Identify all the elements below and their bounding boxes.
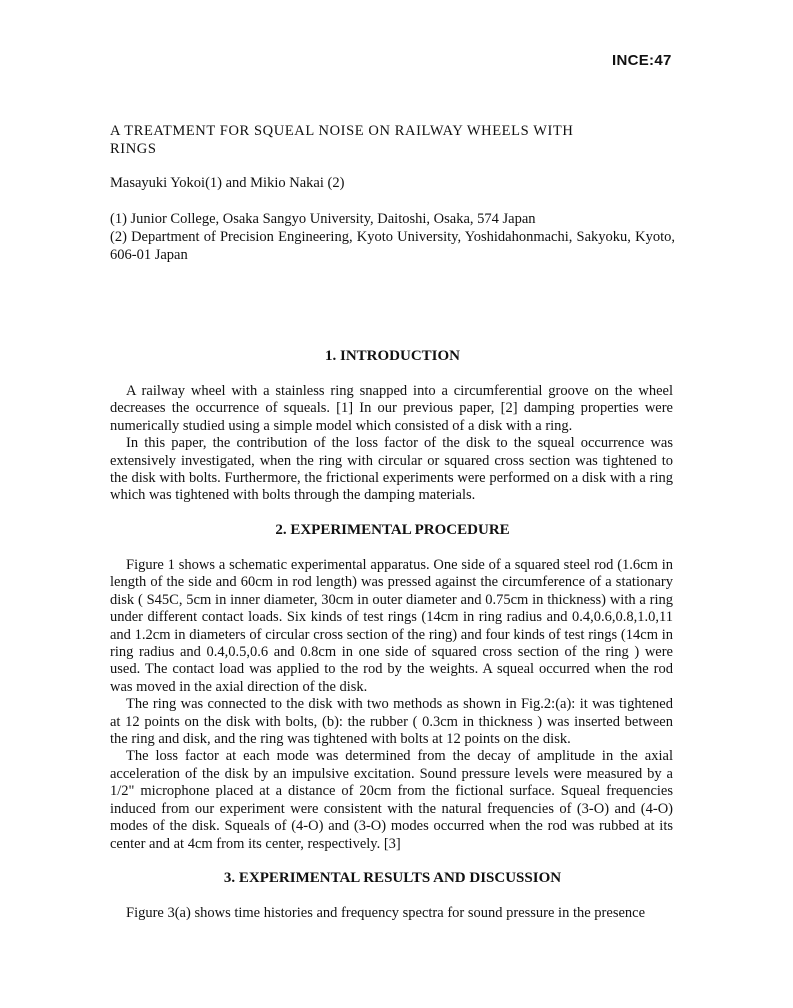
paragraph: Figure 1 shows a schematic experimental apparatus. One side of a squared steel rod (1.6cm in length of the side and 60cm in rod length) was pressed against the circumference of a stationary disk ( S45C, 5cm in inner diameter, 30cm in outer diameter and 0.75cm in thickness) with a ring under different contact loads. Six kinds of test rings (14cm in ring radius and 0.4,0.6,0.8,1.0,11 and 1.2cm in diameters of circular cross section of the ring) and four kinds of test rings (14cm in ring radius and 0.4,0.5,0.6 and 0.8cm in one side of squared cross section of the ring ) were used. The contact load was applied to the rod by the weights. A squeal occurred when the rod was moved in the axial direction of the disk. <box>110 557 673 695</box>
paragraph: A railway wheel with a stainless ring snapped into a circumferential groove on the wheel decreases the occurrence of squeals. [1] In our previous paper, [2] damping properties were numerically studied using a simple model which consisted of a disk with a ring. <box>110 383 673 434</box>
affiliation-2: (2) Department of Precision Engineering, Kyoto University, Yoshidahonmachi, Sakyoku, Kyoto, 606-01 Japan <box>110 229 675 263</box>
paper-id: INCE:47 <box>612 52 672 69</box>
paper-title: A TREATMENT FOR SQUEAL NOISE ON RAILWAY WHEELS WITH RINGS <box>110 123 574 157</box>
author-line: Masayuki Yokoi(1) and Mikio Nakai (2) <box>110 175 345 191</box>
section-introduction <box>110 383 673 505</box>
section-heading-results: 3. EXPERIMENTAL RESULTS AND DISCUSSION <box>223 870 562 886</box>
affiliation-1: (1) Junior College, Osaka Sangyo University, Daitoshi, Osaka, 574 Japan <box>110 211 536 227</box>
section-heading-procedure: 2. EXPERIMENTAL PROCEDURE <box>275 522 510 538</box>
paragraph: In this paper, the contribution of the loss factor of the disk to the squeal occurrence was extensively investigated, when the ring with circular or squared cross section was tightened to the disk with bolts. Furthermore, the frictional experiments were performed on a disk with a ring which was tightened with bolts through the damping materials. <box>110 435 673 504</box>
paragraph: The ring was connected to the disk with two methods as shown in Fig.2:(a): it was tightened at 12 points on the disk with bolts, (b): the rubber ( 0.3cm in thickness ) was inserted between the ring and disk, and the ring was tightened with bolts at 12 points on the disk. <box>110 696 673 748</box>
section-procedure <box>110 557 673 853</box>
section-heading-introduction: 1. INTRODUCTION <box>324 348 460 364</box>
paragraph: The loss factor at each mode was determined from the decay of amplitude in the axial acceleration of the disk by an impulsive excitation. Sound pressure levels were measured by a 1/2" microphone placed at a distance of 20cm from the fictional surface. Squeal frequencies induced from our experiment were consistent with the natural frequencies of (3-O) and (4-O) modes of the disk. Squeals of (4-O) and (3-O) modes occurred when the rod was rubbed at its center and at 4cm from its center, respectively. [3] <box>110 748 673 852</box>
affiliations <box>110 210 675 264</box>
section-results <box>110 905 673 922</box>
paragraph: Figure 3(a) shows time histories and frequency spectra for sound pressure in the presence <box>126 905 646 921</box>
